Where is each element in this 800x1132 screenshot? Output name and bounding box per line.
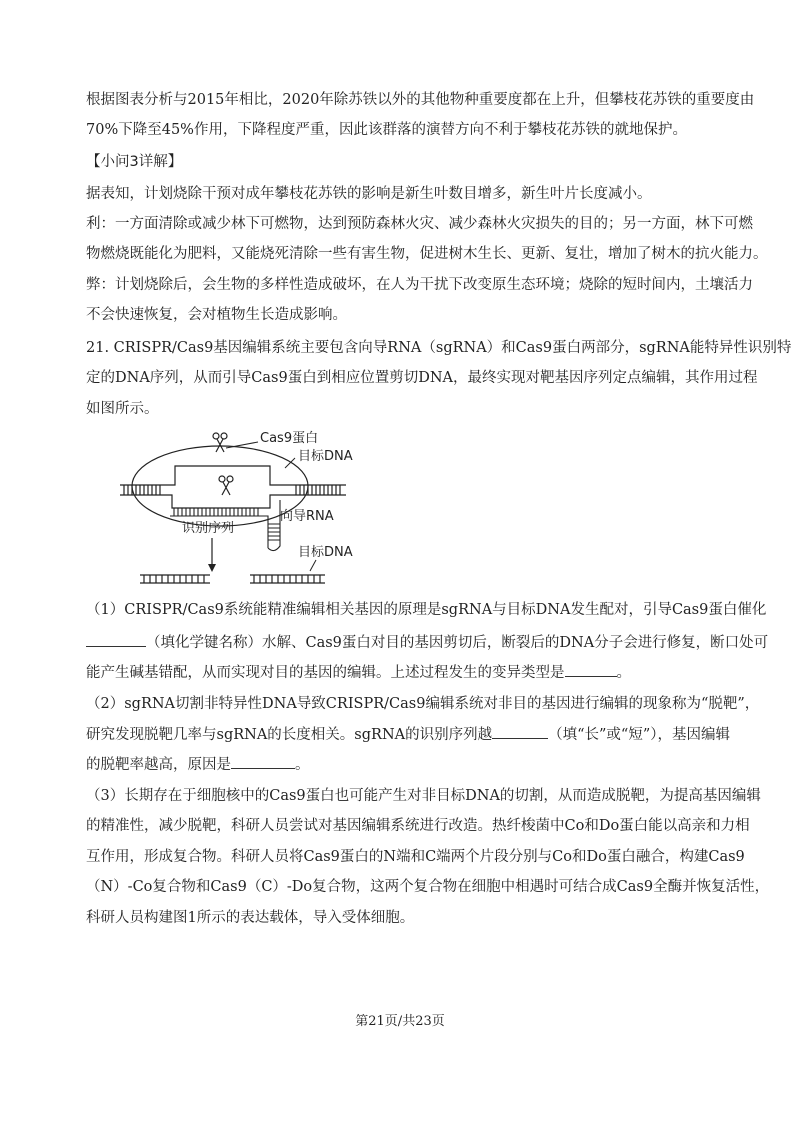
sub-question-3-line: 科研人员构建图1所示的表达载体，导入受体细胞。 — [86, 910, 415, 926]
cut-dna-right — [250, 575, 325, 583]
sub-question-2-line: （2）sgRNA切割非特异性DNA导致CRISPR/Cas9编辑系统对非目的基因进行编辑的现象称为“脱靶”， — [86, 696, 760, 712]
sub-question-3-line: 的精准性，减少脱靶，科研人员尝试对基因编辑系统进行改造。热纤梭菌中Co和Do蛋白能以高亲和力相 — [86, 818, 750, 834]
sub-question-1-line: 能产生碱基错配，从而实现对目的基因的编辑。上述过程发生的变异类型是 。 — [86, 662, 726, 683]
question-21-line: 21. CRISPR/Cas9基因编辑系统主要包含向导RNA（sgRNA）和Cas9蛋白两部分，sgRNA能特异性识别特 — [86, 340, 792, 356]
label-guide-rna: 向导RNA — [280, 509, 334, 524]
question-21-line: 如图所示。 — [86, 401, 159, 417]
paragraph-line: 据表知，计划烧除干预对成年攀枝花苏铁的影响是新生叶数目增多，新生叶片长度减小。 — [86, 186, 652, 202]
section-heading: 【小问3详解】 — [86, 154, 183, 170]
target-dna-bottom-leader-line — [310, 560, 316, 571]
label-target-dna-bottom: 目标DNA — [298, 545, 353, 560]
sub-question-1-line: （1）CRISPR/Cas9系统能精准编辑相关基因的原理是sgRNA与目标DNA发生配对，引导Cas9蛋白催化 — [86, 602, 767, 618]
sub-question-3-line: 互作用，形成复合物。科研人员将Cas9蛋白的N端和C端两个片段分别与Co和Do蛋白融合，构建Cas9 — [86, 849, 745, 865]
question-21-line: 定的DNA序列，从而引导Cas9蛋白到相应位置剪切DNA，最终实现对靶基因序列定点编辑，其作用过程 — [86, 370, 758, 386]
answer-blank[interactable] — [565, 662, 617, 677]
dna-bubble-top — [165, 466, 290, 485]
guide-rna-hairpin-rungs — [268, 524, 280, 540]
sub-question-2-line: 的脱靶率越高，原因是 。 — [86, 754, 726, 775]
crispr-diagram-svg — [120, 428, 400, 588]
paragraph-line: 不会快速恢复，会对植物生长造成影响。 — [86, 307, 347, 323]
page-footer: 第21页/共23页 — [355, 1014, 445, 1029]
dna-strand-right — [290, 485, 346, 495]
label-cas9: Cas9蛋白 — [260, 431, 319, 446]
sgrna-pairing — [170, 508, 260, 516]
paragraph-line: 利：一方面清除或减少林下可燃物，达到预防森林火灾、减少森林火灾损失的目的；另一方面，林下可燃 — [86, 216, 753, 232]
label-target-dna-top: 目标DNA — [298, 449, 353, 464]
cut-dna-left — [140, 575, 210, 583]
paragraph-line: 根据图表分析与2015年相比，2020年除苏铁以外的其他物种重要度都在上升，但攀枝花苏铁的重要度由 — [86, 92, 755, 108]
dna-bubble-bottom — [165, 495, 290, 508]
paragraph-line: 弊：计划烧除后，会生物的多样性造成破坏，在人为干扰下改变原生态环境；烧除的短时间内，土壤活力 — [86, 277, 753, 293]
scissors-icon — [213, 433, 227, 452]
arrow-head — [208, 564, 216, 572]
sub-question-2-line: 研究发现脱靶几率与sgRNA的长度相关。sgRNA的识别序列越 （填“长”或“短”），基因编辑 — [86, 724, 726, 745]
sub-question-1-line: （填化学键名称）水解、Cas9蛋白对目的基因剪切后，断裂后的DNA分子会进行修复，断口处可 — [86, 632, 726, 653]
paragraph-line: 70%下降至45%作用，下降程度严重，因此该群落的演替方向不利于攀枝花苏铁的就地保护。 — [86, 122, 687, 138]
label-recognition-sequence: 识别序列 — [182, 521, 235, 536]
sub-question-3-line: （N）-Co复合物和Cas9（C）-Do复合物，这两个复合物在细胞中相遇时可结合成Cas9全酶并恢复活性， — [86, 879, 770, 895]
paragraph-line: 物燃烧既能化为肥料，又能烧死清除一些有害生物，促进树木生长、更新、复壮，增加了树木的抗火能力。 — [86, 246, 768, 262]
answer-blank[interactable] — [86, 632, 146, 647]
sub-question-3-line: （3）长期存在于细胞核中的Cas9蛋白也可能产生对非目标DNA的切割，从而造成脱靶，为提高基因编辑 — [86, 788, 761, 804]
answer-blank[interactable] — [492, 724, 548, 739]
dna-strand-left — [120, 485, 165, 495]
crispr-diagram — [120, 428, 400, 588]
answer-blank[interactable] — [231, 754, 295, 769]
scissors-icon — [219, 476, 233, 495]
